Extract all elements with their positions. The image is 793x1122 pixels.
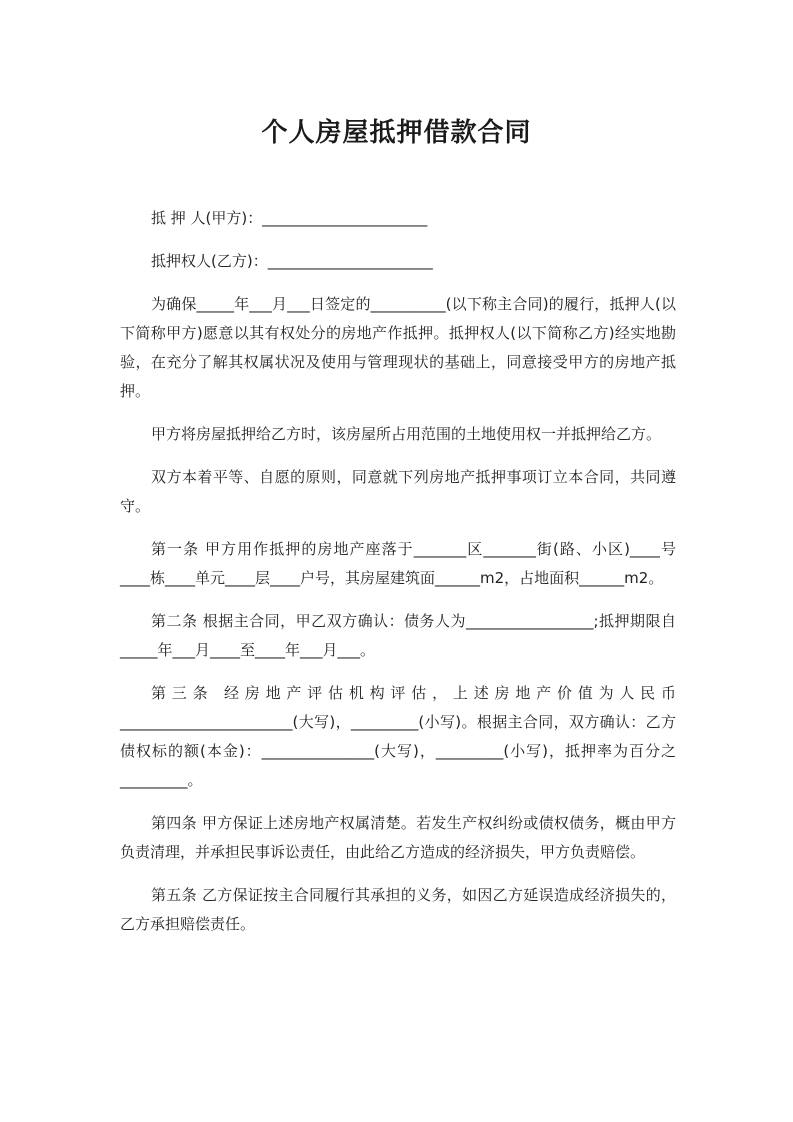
article-1: 第一条 甲方用作抵押的房地产座落于_______区_______街(路、小区)____号____栋____单元____层____户号，其房屋建筑面______m2，占地面积______m2。	[120, 540, 676, 587]
land-use-paragraph: 甲方将房屋抵押给乙方时，该房屋所占用范围的土地使用权一并抵押给乙方。	[151, 425, 662, 443]
document-title: 个人房屋抵押借款合同	[261, 118, 532, 148]
preamble-paragraph: 为确保_____年___月___日签定的__________(以下称主合同)的履行，抵押人(以下简称甲方)愿意以其有权处分的房地产作抵押。抵押权人(以下简称乙方)经实地勘验，在充分了解其权属状况及使用与管理现状的基础上，同意接受甲方的房地产抵押。	[120, 295, 676, 400]
article-3: 第三条 经房地产评估机构评估，上述房地产价值为人民币_______________________(大写)，_________(小写)。根据主合同，双方确认：乙方债权标的额(本金)：_______________(大写)，_________(小写)，抵押率为百分之 _________。	[120, 684, 676, 789]
mortgagor-line: 抵 押 人(甲方)：______________________	[151, 209, 428, 227]
contract-body	[120, 204, 676, 953]
principle-paragraph: 双方本着平等、自愿的原则，同意就下列房地产抵押事项订立本合同，共同遵守。	[120, 468, 676, 515]
article-5: 第五条 乙方保证按主合同履行其承担的义务，如因乙方延误造成经济损失的，乙方承担赔偿责任。	[120, 886, 676, 933]
mortgagee-line: 抵押权人(乙方)：______________________	[151, 252, 433, 270]
article-2: 第二条 根据主合同，甲乙双方确认：债务人为_________________;抵押期限自_____年___月____至____年___月___。	[120, 612, 676, 659]
article-4: 第四条 甲方保证上述房地产权属清楚。若发生产权纠纷或债权债务，概由甲方负责清理，并承担民事诉讼责任，由此给乙方造成的经济损失，甲方负责赔偿。	[120, 814, 676, 861]
